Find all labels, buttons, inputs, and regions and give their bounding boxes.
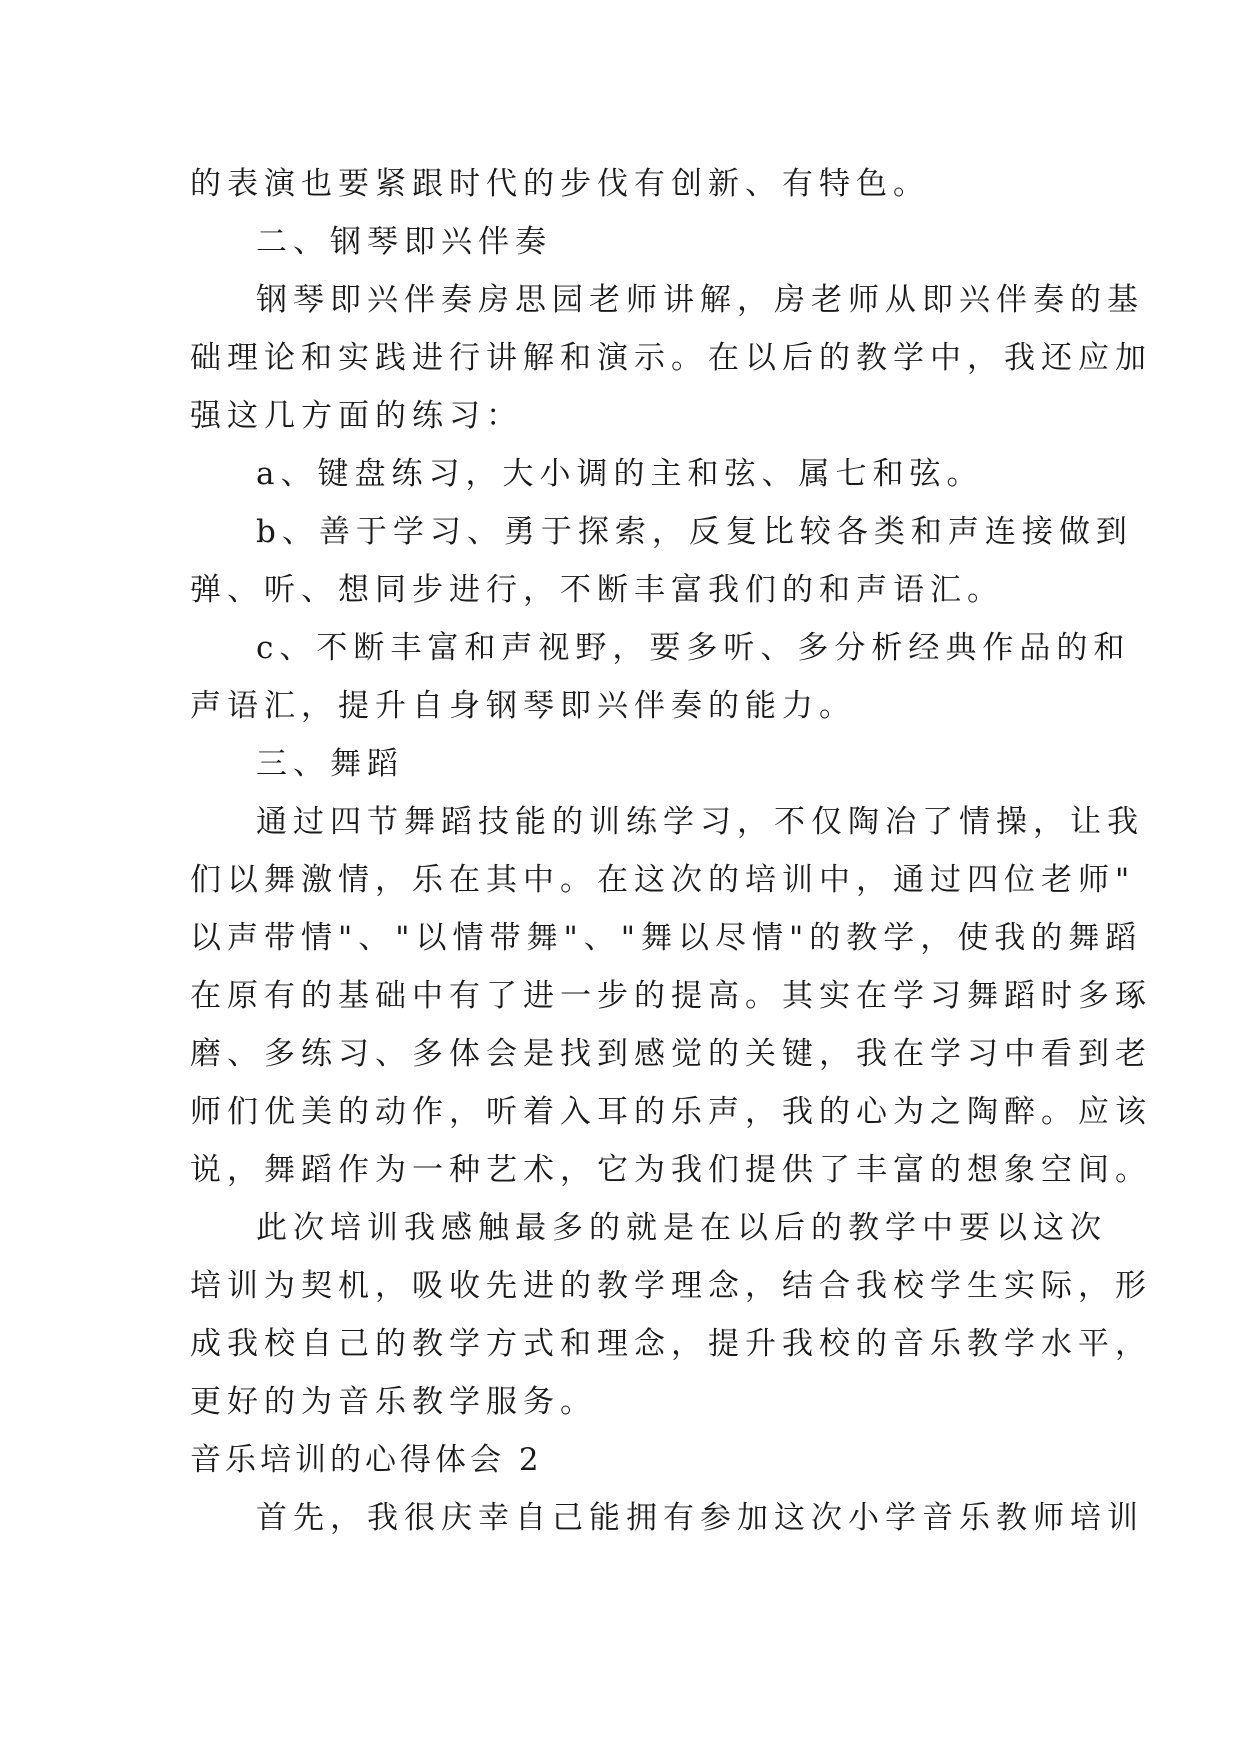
list-item-c: c、不断丰富和声视野，要多听、多分析经典作品的和: [256, 630, 1131, 666]
text-line: 钢琴即兴伴奏房思园老师讲解，房老师从即兴伴奏的基: [256, 282, 1144, 318]
text-line: 在原有的基础中有了进一步的提高。其实在学习舞蹈时多琢: [190, 978, 1152, 1014]
text-line: 以声带情"、"以情带舞"、"舞以尽情"的教学，使我的舞蹈: [190, 920, 1143, 956]
text-line: 此次培训我感触最多的就是在以后的教学中要以这次: [256, 1210, 1107, 1246]
list-item-b: b、善于学习、勇于探索，反复比较各类和声连接做到: [256, 514, 1133, 550]
text-line: 强这几方面的练习：: [190, 398, 523, 434]
text-line: 师们优美的动作，听着入耳的乐声，我的心为之陶醉。应该: [190, 1094, 1152, 1130]
text-line: 成我校自己的教学方式和理念，提升我校的音乐教学水平，: [190, 1326, 1152, 1362]
text-line: 说，舞蹈作为一种艺术，它为我们提供了丰富的想象空间。: [190, 1152, 1152, 1188]
text-line: 首先，我很庆幸自己能拥有参加这次小学音乐教师培训: [256, 1500, 1144, 1536]
text-line: 磨、多练习、多体会是找到感觉的关键，我在学习中看到老: [190, 1036, 1152, 1072]
text-line: 弹、听、想同步进行，不断丰富我们的和声语汇。: [190, 572, 1004, 608]
section-heading-dance: 三、舞蹈: [256, 746, 404, 782]
list-item-a: a、键盘练习，大小调的主和弦、属七和弦。: [256, 456, 984, 492]
text-line: 更好的为音乐教学服务。: [190, 1384, 597, 1420]
article-title-2: 音乐培训的心得体会 2: [190, 1442, 543, 1478]
text-line: 的表演也要紧跟时代的步伐有创新、有特色。: [190, 166, 930, 202]
text-line: 声语汇，提升自身钢琴即兴伴奏的能力。: [190, 688, 856, 724]
text-line: 培训为契机，吸收先进的教学理念，结合我校学生实际，形: [190, 1268, 1152, 1304]
text-line: 们以舞激情，乐在其中。在这次的培训中，通过四位老师": [190, 862, 1136, 898]
text-line: 础理论和实践进行讲解和演示。在以后的教学中，我还应加: [190, 340, 1152, 376]
section-heading-piano: 二、钢琴即兴伴奏: [256, 224, 552, 260]
text-line: 通过四节舞蹈技能的训练学习，不仅陶冶了情操，让我: [256, 804, 1144, 840]
